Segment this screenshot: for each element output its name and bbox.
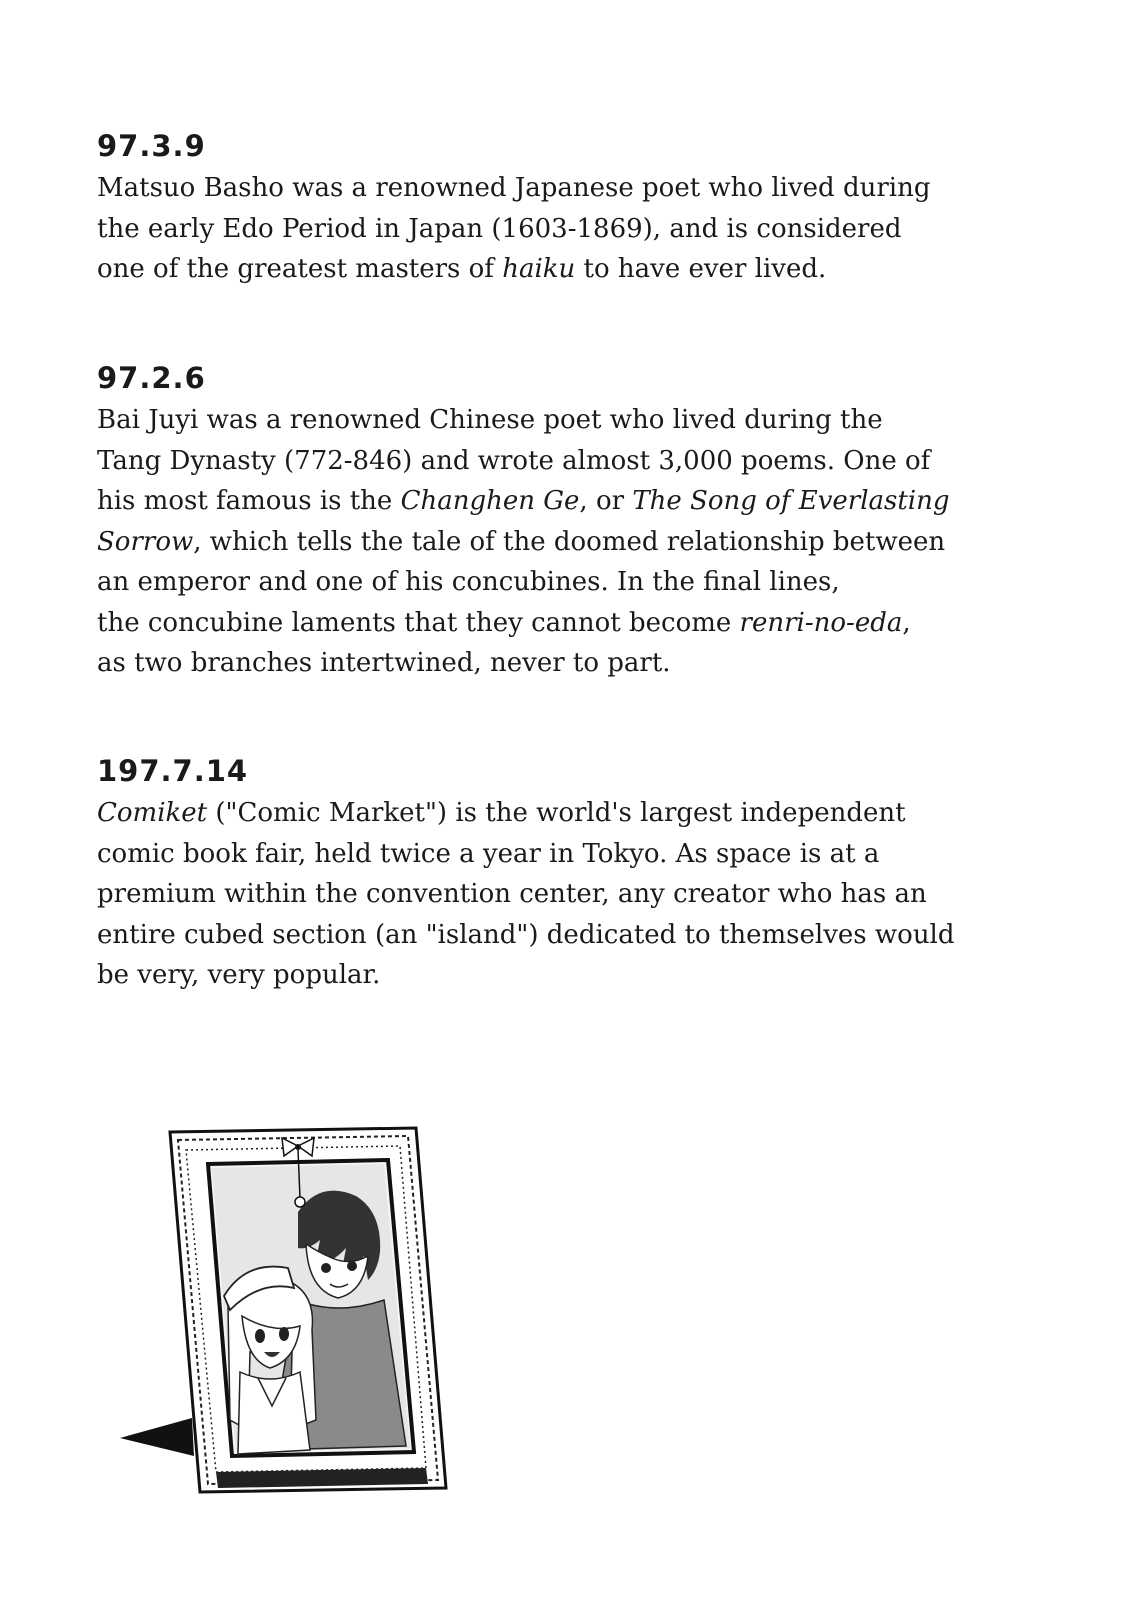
note-line: premium within the convention center, any creator who has an — [97, 879, 927, 909]
note-reference: 97.3.9 — [97, 129, 206, 163]
note-line: Tang Dynasty (772-846) and wrote almost 3,000 poems. One of — [97, 445, 931, 476]
framed-photo-illustration — [120, 1120, 460, 1500]
note-reference: 97.2.6 — [97, 361, 206, 395]
note-body — [97, 400, 997, 684]
frame-stand-icon — [120, 1418, 194, 1456]
note-line: entire cubed section (an "island") dedicated to themselves would — [97, 919, 955, 950]
note-body — [97, 168, 997, 290]
note-line: the concubine laments that they cannot become renri-no-eda, — [97, 607, 911, 638]
note-line: Bai Juyi was a renowned Chinese poet who lived during the — [97, 405, 883, 435]
note-reference: 197.7.14 — [97, 754, 249, 788]
translation-note — [97, 360, 997, 684]
note-line: comic book fair, held twice a year in Tokyo. As space is at a — [97, 838, 880, 869]
note-line: as two branches intertwined, never to part. — [97, 648, 671, 678]
framed-photo-of-two-characters-icon — [120, 1120, 460, 1500]
note-line: Sorrow, which tells the tale of the doomed relationship between — [97, 526, 946, 557]
note-line: his most famous is the Changhen Ge, or The Song of Everlasting — [97, 486, 950, 516]
translation-note — [97, 753, 997, 996]
note-line: Comiket ("Comic Market") is the world's largest independent — [97, 798, 906, 828]
note-line: an emperor and one of his concubines. In the final lines, — [97, 567, 840, 597]
note-line: be very, very popular. — [97, 960, 381, 990]
note-line: the early Edo Period in Japan (1603-1869), and is considered — [97, 213, 902, 244]
note-line: Matsuo Basho was a renowned Japanese poet who lived during — [97, 173, 931, 203]
translation-note — [97, 128, 997, 290]
note-body — [97, 793, 997, 996]
note-line: one of the greatest masters of haiku to have ever lived. — [97, 254, 827, 284]
